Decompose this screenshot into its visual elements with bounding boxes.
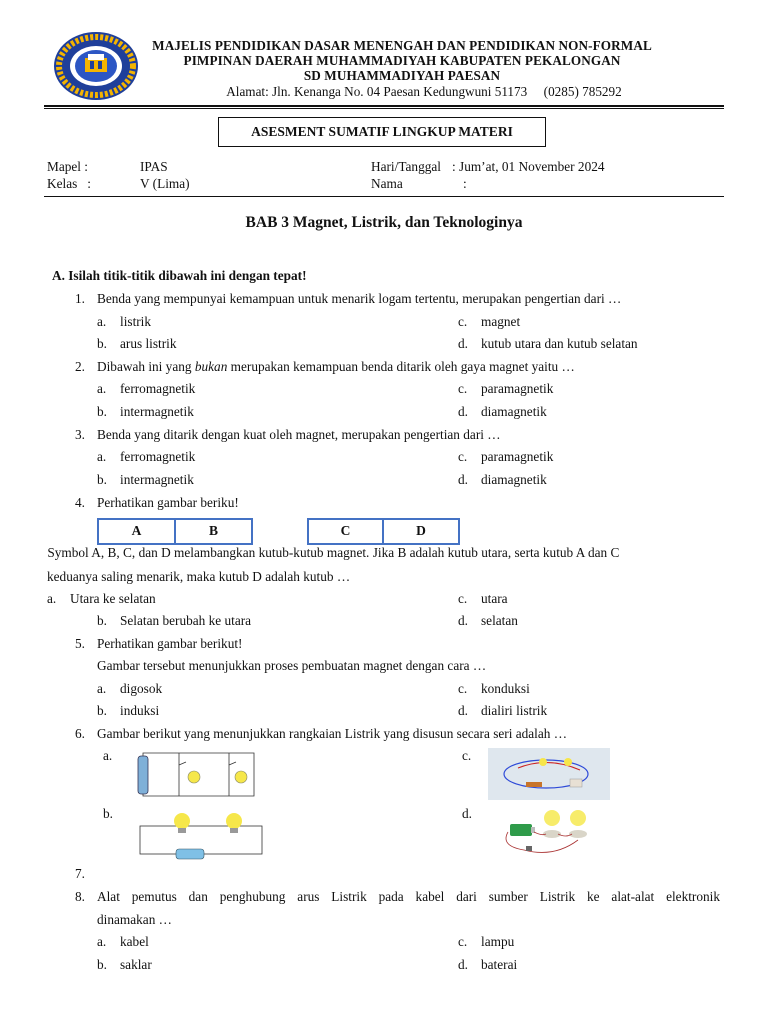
q4-d-letter: d. (458, 613, 468, 628)
q4-description-2: keduanya saling menarik, maka kutub D adalah kutub … (47, 569, 351, 584)
q8-text: Alat pemutus dan penghubung arus Listrik pada kabel dari sumber Listrik ke alat-alat elektronik (97, 889, 720, 904)
nama-value: : (463, 176, 467, 191)
q8-b-letter: b. (97, 957, 107, 972)
q5-option-b: induksi (120, 703, 160, 718)
q8-c-letter: c. (458, 934, 468, 949)
magnet-pole-a: A (97, 518, 176, 545)
q8-number: 8. (75, 889, 85, 904)
q6-circuit-d-image (494, 806, 604, 862)
q5-option-c: konduksi (481, 681, 530, 696)
q2-a-letter: a. (97, 381, 107, 396)
q8-option-d: baterai (481, 957, 518, 972)
q6-circuit-b-image (134, 806, 268, 862)
header-rule-thick (44, 105, 724, 107)
magnet-pole-b: B (174, 518, 253, 545)
q6-number: 6. (75, 726, 85, 741)
q3-d-letter: d. (458, 472, 468, 487)
header-line-1: MAJELIS PENDIDIKAN DASAR MENENGAH DAN PENDIDIKAN NON-FORMAL (152, 38, 652, 53)
kelas-value: V (Lima) (140, 176, 190, 191)
q1-a-letter: a. (97, 314, 107, 329)
q2-option-a: ferromagnetik (120, 381, 196, 396)
q5-option-a: digosok (120, 681, 163, 696)
q4-text: Perhatikan gambar beriku! (97, 495, 239, 510)
header-line-3: SD MUHAMMADIYAH PAESAN (303, 68, 501, 83)
q5-text: Perhatikan gambar berikut! (97, 636, 243, 651)
q5-d-letter: d. (458, 703, 468, 718)
magnet-pole-d: D (382, 518, 460, 545)
q4-option-a: Utara ke selatan (70, 591, 156, 606)
q4-option-b: Selatan berubah ke utara (120, 613, 252, 628)
q1-option-a: listrik (120, 314, 152, 329)
q1-text: Benda yang mempunyai kemampuan untuk menarik logam tertentu, merupakan pengertian dari … (97, 291, 622, 306)
q2-option-c: paramagnetik (481, 381, 554, 396)
q3-text: Benda yang ditarik dengan kuat oleh magnet, merupakan pengertian dari … (97, 427, 501, 442)
q1-option-c: magnet (481, 314, 521, 329)
q2-text: Dibawah ini yang bukan merupakan kemampuan benda ditarik oleh gaya magnet yaitu … (97, 359, 575, 374)
q4-number: 4. (75, 495, 85, 510)
q3-a-letter: a. (97, 449, 107, 464)
hari-label: Hari/Tanggal (371, 159, 441, 174)
section-a-heading: A. Isilah titik-titik dibawah ini dengan tepat! (52, 268, 307, 283)
q4-option-c: utara (481, 591, 508, 606)
q8-option-b: saklar (120, 957, 152, 972)
q5-a-letter: a. (97, 681, 107, 696)
q2-number: 2. (75, 359, 85, 374)
nama-label: Nama (371, 176, 403, 191)
q2-option-b: intermagnetik (120, 404, 194, 419)
q8-option-a: kabel (120, 934, 149, 949)
q3-b-letter: b. (97, 472, 107, 487)
q1-option-d: kutub utara dan kutub selatan (481, 336, 638, 351)
q1-d-letter: d. (458, 336, 468, 351)
q6-text: Gambar berikut yang menunjukkan rangkaian Listrik yang disusun secara seri adalah … (97, 726, 568, 741)
mapel-value: IPAS (140, 159, 168, 174)
q8-option-c: lampu (481, 934, 515, 949)
chapter-title: BAB 3 Magnet, Listrik, dan Teknologinya (245, 214, 523, 231)
q5-text-2: Gambar tersebut menunjukkan proses pembuatan magnet dengan cara … (97, 658, 487, 673)
q7-number: 7. (75, 866, 85, 881)
q2-c-letter: c. (458, 381, 468, 396)
header-rule-thin (44, 108, 724, 109)
q6-c-letter: c. (462, 748, 472, 763)
q3-c-letter: c. (458, 449, 468, 464)
q5-number: 5. (75, 636, 85, 651)
q5-b-letter: b. (97, 703, 107, 718)
q1-number: 1. (75, 291, 85, 306)
hari-value: : Jum’at, 01 November 2024 (452, 159, 605, 174)
q3-option-d: diamagnetik (481, 472, 547, 487)
header-line-2: PIMPINAN DAERAH MUHAMMADIYAH KABUPATEN PEKALONGAN (183, 53, 621, 68)
kelas-label: Kelas : (47, 176, 91, 191)
mapel-label: Mapel : (47, 159, 88, 174)
q1-option-b: arus listrik (120, 336, 177, 351)
q4-b-letter: b. (97, 613, 107, 628)
q6-d-letter: d. (462, 806, 472, 821)
q4-a-letter: a. (47, 591, 57, 606)
q4-option-d: selatan (481, 613, 518, 628)
q1-c-letter: c. (458, 314, 468, 329)
q8-text-2: dinamakan … (97, 912, 172, 927)
q6-circuit-a-image (134, 750, 262, 800)
magnet-pole-c: C (307, 518, 384, 545)
q3-option-b: intermagnetik (120, 472, 194, 487)
q6-b-letter: b. (103, 806, 113, 821)
q8-a-letter: a. (97, 934, 107, 949)
header-address: Alamat: Jln. Kenanga No. 04 Paesan Kedungwuni 51173 (0285) 785292 (226, 84, 622, 99)
exam-title: ASESMENT SUMATIF LINGKUP MATERI (218, 117, 546, 147)
info-rule (44, 196, 724, 197)
q3-option-c: paramagnetik (481, 449, 554, 464)
q6-a-letter: a. (103, 748, 113, 763)
q4-c-letter: c. (458, 591, 468, 606)
q5-option-d: dialiri listrik (481, 703, 548, 718)
q3-number: 3. (75, 427, 85, 442)
q4-description-1: Symbol A, B, C, dan D melambangkan kutub-kutub magnet. Jika B adalah kutub utara, serta kutub A dan C (44, 545, 620, 560)
q2-b-letter: b. (97, 404, 107, 419)
q1-b-letter: b. (97, 336, 107, 351)
q2-d-letter: d. (458, 404, 468, 419)
q8-d-letter: d. (458, 957, 468, 972)
q2-option-d: diamagnetik (481, 404, 547, 419)
q3-option-a: ferromagnetik (120, 449, 196, 464)
q6-circuit-c-image (488, 748, 610, 800)
q5-c-letter: c. (458, 681, 468, 696)
